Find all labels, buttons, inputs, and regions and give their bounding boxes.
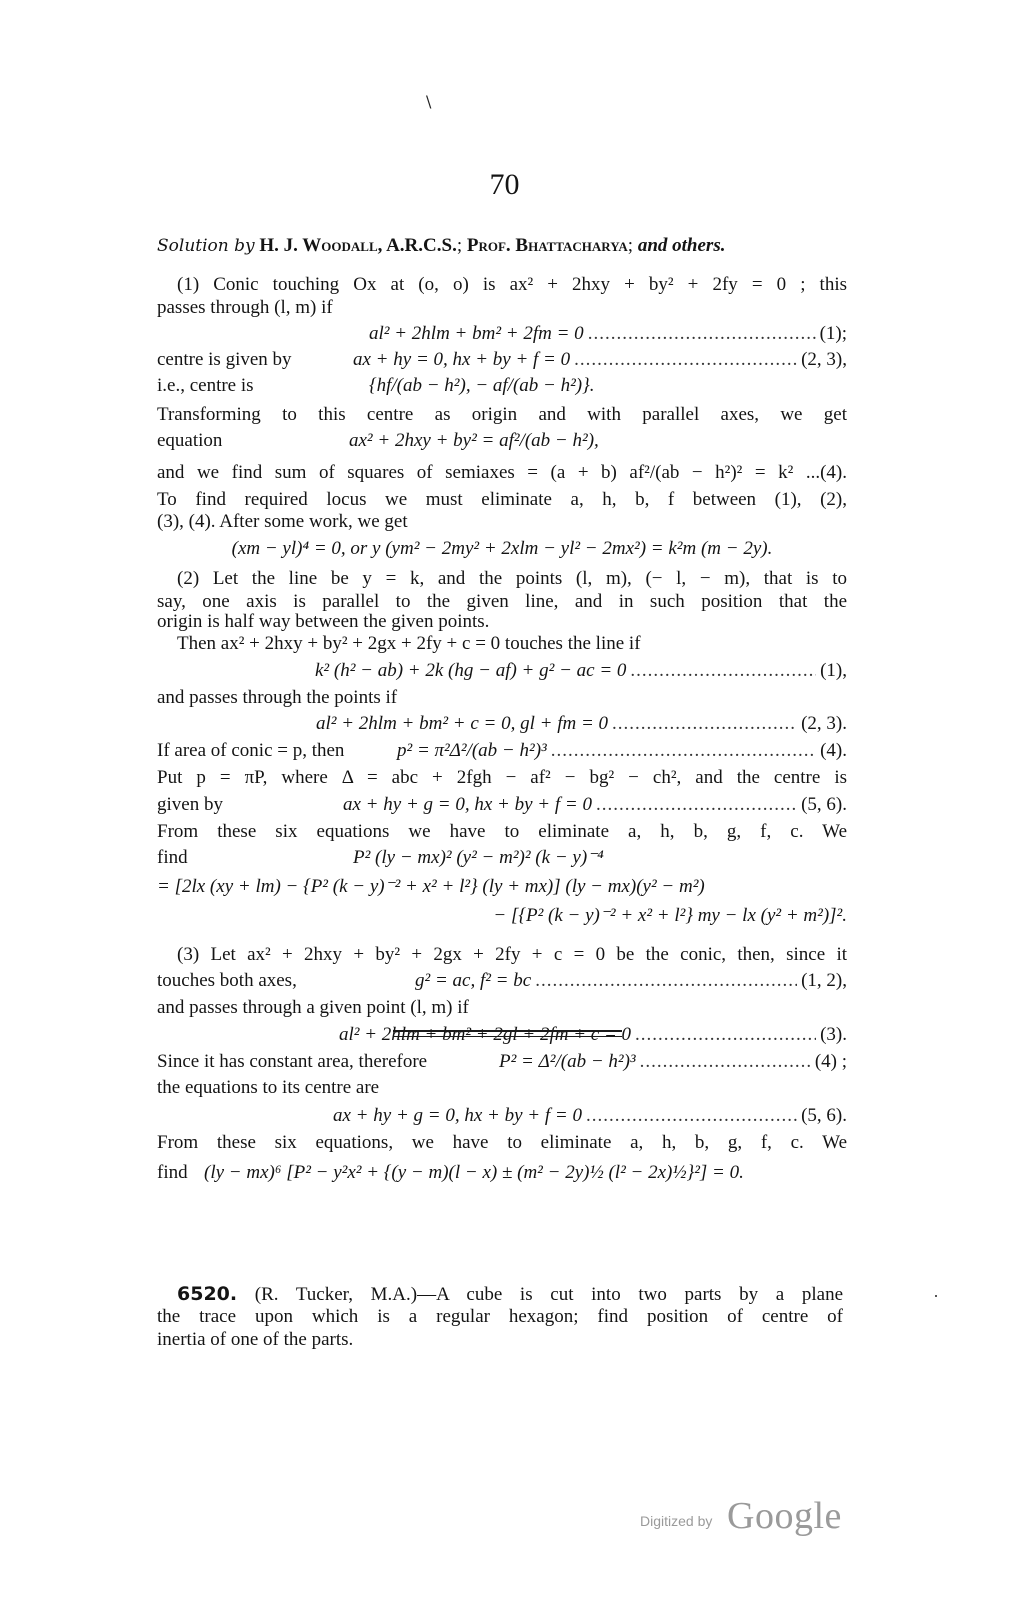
equation-line xyxy=(157,738,847,764)
text-line: Put p = πP, where Δ = abc + 2fgh − af² − bg² − ch², and the centre is xyxy=(157,767,847,788)
text-line: From these six equations we have to eliminate a, h, b, g, f, c. We xyxy=(157,821,847,842)
equation: P² (ly − mx)² (y² − m²)² (k − y)⁻⁴ xyxy=(353,847,604,868)
google-logo: Google xyxy=(727,1495,842,1537)
equation: (xm − yl)⁴ = 0, or y (ym² − 2my² + 2xlm − yl² − 2mx²) = k²m (m − 2y). xyxy=(231,538,773,559)
text-line: To find required locus we must eliminate a, h, b, f between (1), (2), xyxy=(157,489,847,510)
solution-heading xyxy=(157,233,847,259)
equation: ax + hy + g = 0, hx + by + f = 0 xyxy=(333,1105,582,1126)
section-divider xyxy=(393,1030,622,1032)
equation-ref: (1, 2), xyxy=(801,970,847,991)
text-line: (2) Let the line be y = k, and the points (l, m), (− l, − m), that is to xyxy=(177,568,847,589)
question-line: the trace upon which is a regular hexagon; find position of centre of xyxy=(157,1306,843,1327)
equation-line xyxy=(157,1160,847,1186)
equation-line xyxy=(157,1103,847,1129)
equation: ax + hy = 0, hx + by + f = 0 xyxy=(353,349,571,370)
equation: ax² + 2hxy + by² = af²/(ab − h²), xyxy=(349,430,599,451)
page-number: 70 xyxy=(489,168,520,201)
equation-line xyxy=(157,792,847,818)
equation: (ly − mx)⁶ [P² − y²x² + {(y − m)(l − x) ± (m² − 2y)½ (l² − 2x)½}²] = 0. xyxy=(204,1162,744,1183)
equation: ax + hy + g = 0, hx + by + f = 0 xyxy=(343,794,592,815)
equation-line xyxy=(157,658,847,684)
equation-ref: (5, 6). xyxy=(801,794,847,815)
equation-label: Since it has constant area, therefore xyxy=(157,1051,428,1072)
equation: {hf/(ab − h²), − af/(ab − h²)}. xyxy=(369,375,595,396)
text-line: the equations to its centre are xyxy=(157,1077,380,1098)
text-line: and passes through the points if xyxy=(157,687,398,708)
text-line: say, one axis is parallel to the given line, and in such position that the xyxy=(157,591,847,612)
equation: g² = ac, f² = bc xyxy=(415,970,532,991)
equation-ref: (1); xyxy=(819,323,847,344)
text-line: and we find sum of squares of semiaxes = (a + b) af²/(ab − h²)² = k² ...(4). xyxy=(157,462,847,483)
equation: − [{P² (k − y)⁻² + x² + l²} my − lx (y² + m²)]². xyxy=(493,905,847,926)
equation-ref: (4). xyxy=(820,740,847,761)
equation: al² + 2hlm + bm² + 2fm = 0 xyxy=(369,323,584,344)
equation-line xyxy=(157,874,847,900)
equation: = [2lx (xy + lm) − {P² (k − y)⁻² + x² + l²} (ly + mx)] (ly − mx)(y² − m²) xyxy=(157,876,705,897)
equation-label: given by xyxy=(157,794,223,815)
equation-line xyxy=(157,903,847,929)
equation-ref: (3). xyxy=(820,1024,847,1045)
solution-author-2: Prof. Bhattacharya xyxy=(466,235,628,256)
equation-ref: (1), xyxy=(820,660,847,681)
equation-line xyxy=(157,711,847,737)
solution-lead-in: Solution by xyxy=(157,236,255,256)
equation-ref: (2, 3), xyxy=(801,349,847,370)
equation: k² (h² − ab) + 2k (hg − af) + g² − ac = 0 xyxy=(315,660,627,681)
equation-ref: (2, 3). xyxy=(801,713,847,734)
equation-label: centre is given by xyxy=(157,349,292,370)
equation-line xyxy=(157,373,847,399)
equation-label: If area of conic = p, then xyxy=(157,740,345,761)
equation-label: touches both axes, xyxy=(157,970,297,991)
solution-others: and others. xyxy=(637,235,726,256)
solution-author-1: H. J. Woodall, A.R.C.S. xyxy=(259,235,457,256)
equation: p² = π²Δ²/(ab − h²)³ xyxy=(397,740,547,761)
equation: al² + 2hlm + bm² + c = 0, gl + fm = 0 xyxy=(316,713,609,734)
equation-line xyxy=(157,536,847,562)
equation: al² + 2hlm + bm² + 2gl + 2fm + c = 0 xyxy=(339,1024,632,1045)
equation-label: find xyxy=(157,1162,188,1183)
scan-speck xyxy=(935,1295,937,1297)
equation-ref: (5, 6). xyxy=(801,1105,847,1126)
section-divider xyxy=(393,1036,622,1037)
text-line: Then ax² + 2hxy + by² + 2gx + 2fy + c = 0 touches the line if xyxy=(177,633,641,654)
equation-line xyxy=(157,968,847,994)
text-line: (1) Conic touching Ox at (o, o) is ax² + 2hxy + by² + 2fy = 0 ; this xyxy=(177,274,847,295)
text-line: From these six equations, we have to eliminate a, h, b, g, f, c. We xyxy=(157,1132,847,1153)
text-line: Transforming to this centre as origin and with parallel axes, we get xyxy=(157,404,847,425)
equation-line xyxy=(157,347,847,373)
text-line: and passes through a given point (l, m) if xyxy=(157,997,469,1018)
equation-line xyxy=(157,1049,847,1075)
watermark-prefix: Digitized by xyxy=(640,1513,713,1529)
equation-line xyxy=(157,321,847,347)
question-number: 6520. xyxy=(177,1283,238,1305)
equation-label: find xyxy=(157,847,188,868)
separator: ; xyxy=(627,235,634,256)
equation-line xyxy=(157,428,847,454)
equation: P² = Δ²/(ab − h²)³ xyxy=(499,1051,636,1072)
text-line: (3), (4). After some work, we get xyxy=(157,511,408,532)
text-line: origin is half way between the given points. xyxy=(157,611,490,632)
question-line: inertia of one of the parts. xyxy=(157,1329,354,1350)
text-line: passes through (l, m) if xyxy=(157,297,333,318)
equation-label: i.e., centre is xyxy=(157,375,254,396)
equation-ref: (4) ; xyxy=(814,1051,847,1072)
question-text: (R. Tucker, M.A.)—A cube is cut into two parts by a plane xyxy=(254,1284,843,1305)
equation-line xyxy=(157,845,847,871)
separator: ; xyxy=(456,235,463,256)
margin-mark: \ xyxy=(426,92,432,111)
equation-label: equation xyxy=(157,430,223,451)
equation-line xyxy=(157,1022,847,1048)
text-line: (3) Let ax² + 2hxy + by² + 2gx + 2fy + c = 0 be the conic, then, since it xyxy=(177,944,847,965)
